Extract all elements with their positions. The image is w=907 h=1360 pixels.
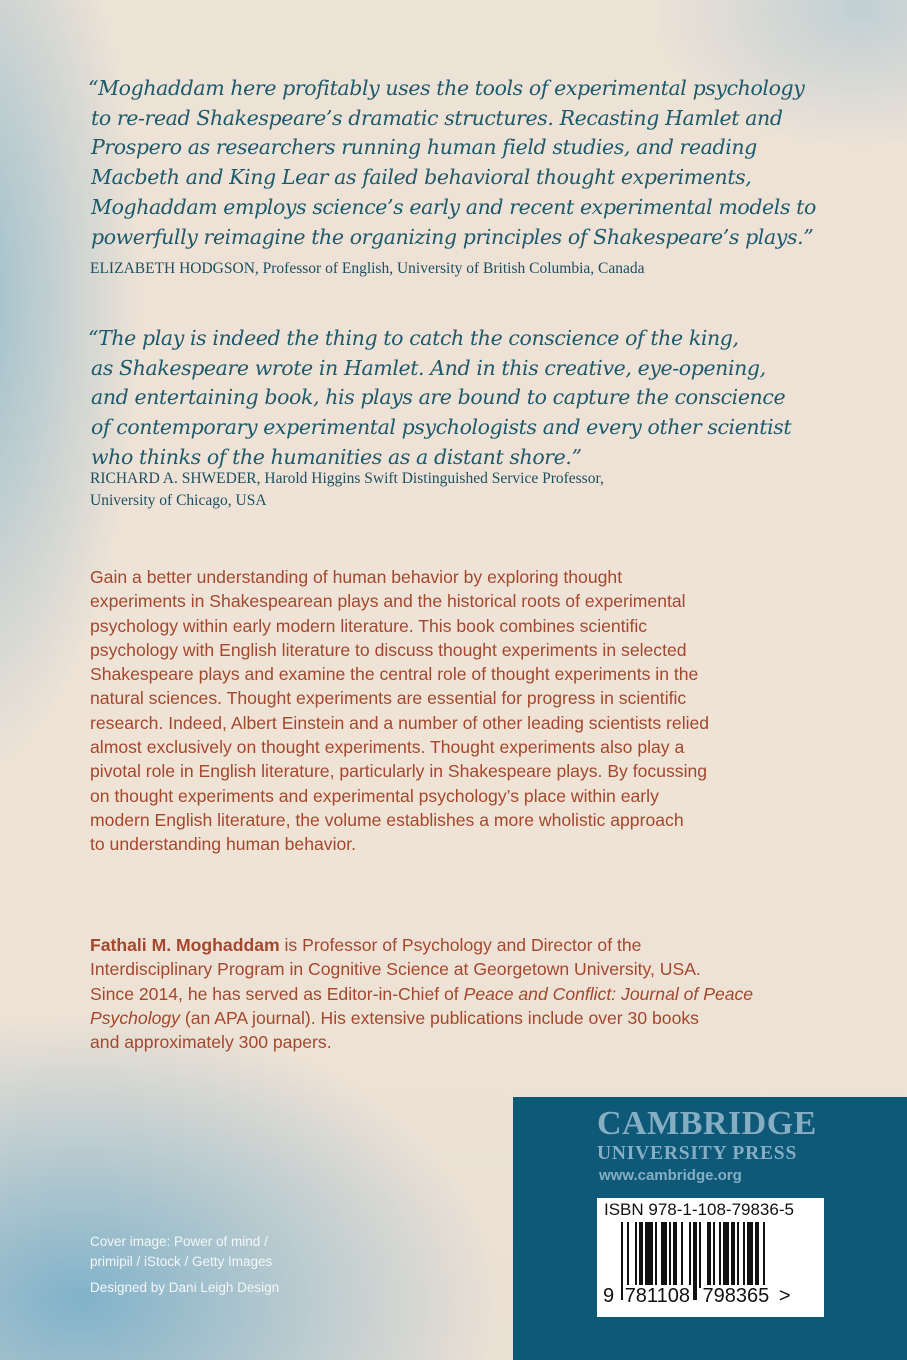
description-line: research. Indeed, Albert Einstein and a number of other leading scientists relied [90, 712, 710, 733]
description-line: on thought experiments and experimental psychology’s place within early [90, 785, 659, 806]
description-line: experiments in Shakespearean plays and the historical roots of experimental [90, 591, 686, 612]
cover-credit-line: primipil / iStock / Getty Images [90, 1254, 273, 1269]
description-line: Shakespeare plays and examine the central role of thought experiments in the [90, 664, 699, 685]
author-bio [90, 933, 753, 1054]
publisher-logo-sub: UNIVERSITY PRESS [597, 1143, 798, 1164]
description-line: natural sciences. Thought experiments are essential for progress in scientific [90, 688, 687, 709]
publisher-logo-name: CAMBRIDGE [597, 1105, 817, 1142]
review-quote-2 [88, 324, 791, 473]
reviewer-affiliation: University of Chicago, USA [90, 492, 267, 509]
description-line: Gain a better understanding of human behavior by exploring thought [90, 567, 623, 587]
barcode-digit-group: 798365 [702, 1285, 770, 1307]
review-attribution-2 [90, 468, 604, 512]
quote-line: “Moghaddam here profitably uses the tools of experimental psychology [88, 76, 805, 100]
quote-line: of contemporary experimental psychologists and every other scientist [91, 415, 792, 440]
quote-line: powerfully reimagine the organizing principles of Shakespeare’s plays.” [91, 224, 814, 249]
isbn-text: ISBN 978-1-108-79836-5 [604, 1200, 794, 1219]
description-line: modern English literature, the volume establishes a more wholistic approach [90, 809, 684, 830]
cover-credit [90, 1232, 279, 1298]
description-line: almost exclusively on thought experiments. Thought experiments also play a [90, 737, 685, 758]
reviewer-affiliation: , Professor of English, University of British Columbia, Canada [254, 260, 645, 277]
journal-title: Peace and Conflict: Journal of Peace [463, 983, 754, 1004]
bio-text: is Professor of Psychology and Director of the [279, 935, 642, 955]
barcode-digits [602, 1285, 792, 1308]
book-description [90, 565, 709, 857]
quote-line: “The play is indeed the thing to catch the conscience of the king, [88, 326, 739, 350]
reviewer-name: ELIZABETH HODGSON [90, 260, 255, 277]
bio-text: (an APA journal). His extensive publications include over 30 books [179, 1007, 699, 1028]
author-name: Fathali M. Moghaddam [90, 935, 280, 955]
bio-text: Since 2014, he has served as Editor-in-Chief of [90, 983, 464, 1004]
quote-line: as Shakespeare wrote in Hamlet. And in this creative, eye-opening, [91, 355, 766, 380]
quote-line: Moghaddam employs science’s early and recent experimental models to [91, 194, 816, 219]
quote-line: to re-read Shakespeare’s dramatic structures. Recasting Hamlet and [91, 105, 783, 130]
journal-title: Psychology [90, 1007, 180, 1028]
description-line: psychology within early modern literature. This book combines scientific [90, 615, 648, 636]
barcode-digit-group: > [778, 1285, 791, 1307]
bio-text: Interdisciplinary Program in Cognitive Science at Georgetown University, USA. [90, 959, 701, 980]
review-attribution-1 [90, 258, 645, 280]
barcode-box [597, 1198, 824, 1317]
publisher-url: www.cambridge.org [599, 1167, 742, 1184]
quote-line: who thinks of the humanities as a distant shore.” [91, 444, 582, 469]
designer-credit: Designed by Dani Leigh Design [90, 1280, 280, 1295]
description-line: to understanding human behavior. [90, 834, 357, 855]
review-quote-1 [88, 74, 816, 252]
description-line: psychology with English literature to discuss thought experiments in selected [90, 639, 687, 660]
reviewer-name: RICHARD A. SHWEDER [90, 470, 257, 487]
quote-line: Macbeth and King Lear as failed behavioral thought experiments, [91, 165, 752, 190]
quote-line: and entertaining book, his plays are bound to capture the conscience [91, 385, 786, 410]
barcode-digit-group: 781108 [624, 1285, 690, 1307]
cover-credit-line: Cover image: Power of mind / [90, 1234, 268, 1249]
bio-text: and approximately 300 papers. [90, 1032, 332, 1053]
description-line: pivotal role in English literature, particularly in Shakespeare plays. By focussing [90, 761, 708, 782]
reviewer-affiliation: , Harold Higgins Swift Distinguished Service Professor, [256, 470, 604, 487]
barcode-digit-group: 9 [603, 1285, 615, 1307]
quote-line: Prospero as researchers running human field studies, and reading [91, 135, 757, 160]
publisher-panel [513, 1097, 907, 1360]
